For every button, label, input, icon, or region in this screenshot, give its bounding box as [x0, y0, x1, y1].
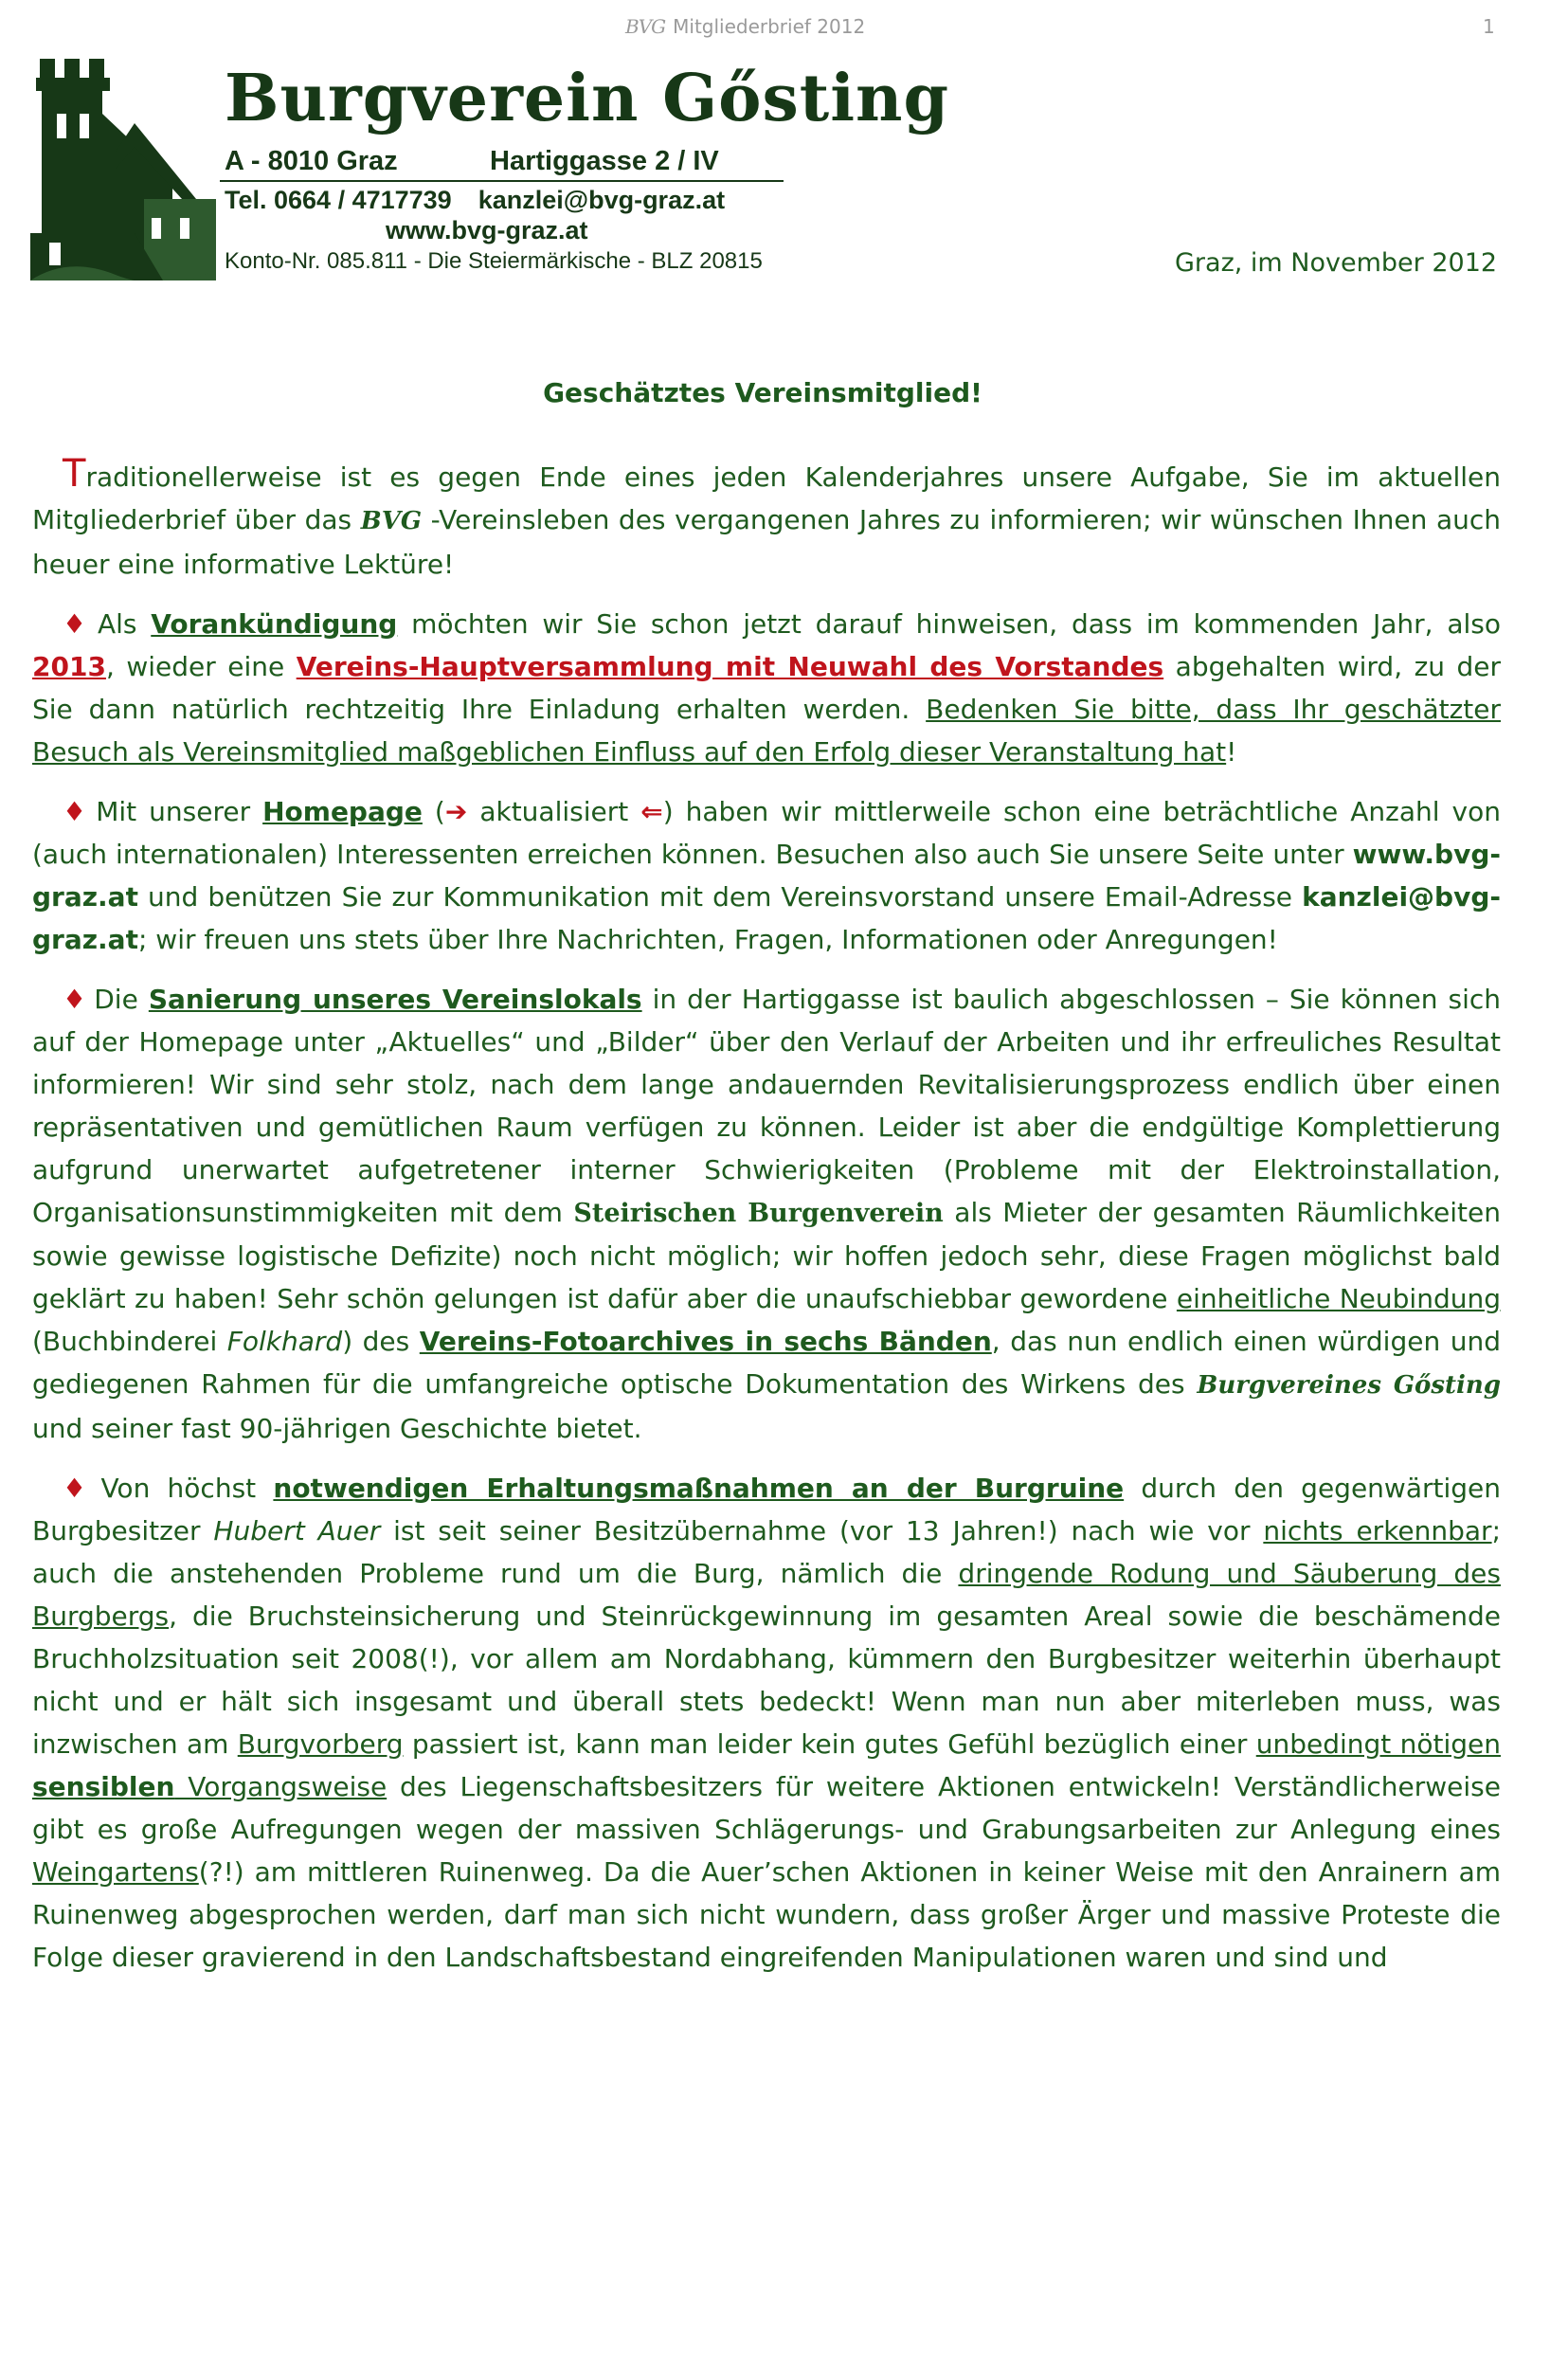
paragraph-homepage: ♦ Mit unserer Homepage (➔ aktualisiert ⇐) haben wir mittlerweile schon eine beträchtliche Anzahl von (auch internationalen) Interessenten erreichen können. Besuchen also auch Sie unsere Seite unter www.bvg-graz.at und benützen Sie zur Kommunikation mit dem Vereinsvorstand unsere Email-Adresse kanzlei@bvg-graz.at; wir freuen uns stets über Ihre Nachrichten, Fragen, Informationen oder Anregungen!: [32, 796, 1501, 955]
page-number: 1: [1483, 15, 1495, 38]
website-link[interactable]: www.bvg-graz.at: [32, 839, 1501, 913]
logo-name: Burgverein Gősting: [225, 61, 950, 136]
bookbinder-name: Folkhard: [226, 1326, 343, 1357]
paragraph-renovation: ♦ Die Sanierung unseres Vereinslokals in der Hartiggasse ist baulich abgeschlossen – Sie können sich auf der Homepage unter „Aktuelles“ und „Bilder“ über den Verlauf der Arbeiten und ihr erfreuliches Resultat informieren! Wir sind sehr stolz, nach dem lange andauernden Revitalisierungsprozess endlich über einen repräsentativen und gemütlichen Raum verfügen zu können. Leider ist aber die endgültige Komplettierung aufgrund unerwartet aufgetretener interner Schwierigkeiten (Probleme mit der Elektroinstallation, Organisationsunstimmigkeiten mit dem Steirischen Burgenverein als Mieter der gesamten Räumlichkeiten sowie gewisse logistische Defizite) noch nicht möglich; wir hoffen jedoch sehr, diese Fragen möglichst bald geklärt zu haben! Sehr schön gelungen ist dafür aber die unaufschiebbar gewordene einheitliche Neubindung (Buchbinderei Folkhard) des Vereins-Fotoarchives in sechs Bänden, das nun endlich einen würdigen und gediegenen Rahmen für die umfangreiche optische Dokumentation des Wirkens des Burgvereines Gősting und seiner fast 90-jährigen Geschichte bietet.: [32, 984, 1502, 1444]
keyword-burgenverein: Steirischen Burgenverein: [573, 1199, 944, 1228]
dateline: Graz, im November 2012: [1175, 248, 1498, 278]
paragraph-announcement: ♦ Als Vorankündigung möchten wir Sie schon jetzt darauf hinweisen, dass im kommenden Jahr, also 2013, wieder eine Vereins-Hauptversammlung mit Neuwahl des Vorstandes abgehalten wird, zu der Sie dann natürlich rechtzeitig Ihre Einladung erhalten werden. Bedenken Sie bitte, dass Ihr geschätzter Besuch als Vereinsmitglied maßgeblichen Einfluss auf den Erfolg dieser Veranstaltung hat!: [32, 608, 1502, 768]
logo-website: www.bvg-graz.at: [386, 216, 588, 244]
keyword-burgverein: Burgvereines Gősting: [1197, 1371, 1501, 1400]
keyword-renovation: Sanierung unseres Vereinslokals: [148, 984, 642, 1015]
logo-account: Konto-Nr. 085.811 - Die Steiermärkische - BLZ 20815: [225, 248, 763, 274]
letterhead-logo: [30, 57, 950, 280]
paragraph-intro: Traditionellerweise ist es gegen Ende eines jeden Kalenderjahres unsere Aufgabe, Sie im aktuellen Mitgliederbrief über das BVG -Vereinsleben des vergangenen Jahres zu informieren; wir wünschen Ihnen auch heuer eine informative Lektüre!: [32, 452, 1501, 580]
email-link[interactable]: kanzlei@bvg-graz.at: [32, 881, 1501, 955]
logo-address: A - 8010 Graz Hartiggasse 2 / IV: [225, 146, 719, 176]
paragraph-ruin: ♦ Von höchst notwendigen Erhaltungsmaßnahmen an der Burgruine durch den gegenwärtigen Burgbesitzer Hubert Auer ist seit seiner Besitzübernahme (vor 13 Jahren!) nach wie vor nichts erkennbar; auch die anstehenden Probleme rund um die Burg, nämlich die dringende Rodung und Säuberung des Burgbergs, die Bruchsteinsicherung und Steinrückgewinnung im gesamten Areal sowie die beschämende Bruchholzsituation seit 2008(!), vor allem am Nordabhang, kümmern den Burgbesitzer weiterhin überhaupt nicht und er hält sich insgesamt und überall stets bedeckt! Wenn man nun aber miterleben muss, was inzwischen am Burgvorberg passiert ist, kann man leider kein gutes Gefühl bezüglich einer unbedingt nötigen sensiblen Vorgangsweise des Liegenschaftsbesitzers für weitere Aktionen entwickeln! Verständlicherweise gibt es große Aufregungen wegen der massiven Schlägerungs- und Grabungsarbeiten zur Anlegung eines Weingartens(?!) am mittleren Ruinenweg. Da die Auer’schen Aktionen in keiner Weise mit den Anrainern am Ruinenweg abgesprochen werden, darf man sich nicht wundern, dass großer Ärger und massive Proteste die Folge dieser gravierend in den Landschaftsbestand eingreifenden Manipulationen waren und sind und: [32, 1473, 1502, 1973]
letter-body: [32, 453, 1501, 1996]
underlined-appeal: Bedenken Sie bitte, dass Ihr geschätzter Besuch als Vereinsmitglied maßgeblichen Einfluss auf den Erfolg dieser Veranstaltung hat: [32, 694, 1501, 768]
keyword-sensitive: sensiblen: [32, 1771, 175, 1802]
keyword-vorankuendigung: Vorankündigung: [151, 608, 398, 640]
keyword-photo-archive: Vereins-Fotoarchives in sechs Bänden: [419, 1326, 992, 1357]
underlined-clearing: dringende Rodung und Säuberung des Burgbergs: [32, 1558, 1501, 1632]
diamond-bullet-icon: ♦: [63, 608, 92, 640]
diamond-bullet-icon: ♦: [63, 796, 91, 827]
logo-rule: [220, 180, 784, 182]
diamond-bullet-icon: ♦: [63, 984, 89, 1015]
keyword-year: 2013: [32, 651, 106, 682]
bvg-mark: BVG: [360, 507, 423, 535]
owner-name: Hubert Auer: [213, 1515, 381, 1546]
underlined-necessary: unbedingt nötigen: [1255, 1728, 1502, 1760]
underlined-rebinding: einheitliche Neubindung: [1176, 1283, 1501, 1314]
bvg-mark: BVG: [625, 15, 666, 38]
underlined-burgvorberg: Burgvorberg: [237, 1728, 404, 1760]
keyword-homepage: Homepage: [262, 796, 423, 827]
arrow-left-icon: ⇐: [640, 796, 663, 827]
drop-cap: T: [63, 452, 86, 496]
salutation: Geschätztes Vereinsmitglied!: [543, 377, 982, 408]
castle-icon: [30, 57, 220, 280]
keyword-maintenance: notwendigen Erhaltungsmaßnahmen an der Burgruine: [273, 1473, 1125, 1504]
arrow-right-icon: ➔: [444, 796, 468, 827]
diamond-bullet-icon: ♦: [63, 1473, 96, 1504]
keyword-assembly: Vereins-Hauptversammlung mit Neuwahl des Vorstandes: [296, 651, 1164, 682]
logo-contact: Tel. 0664 / 4717739 kanzlei@bvg-graz.at: [225, 186, 726, 214]
underlined-vineyard: Weingartens: [32, 1856, 199, 1888]
underlined-nothing: nichts erkennbar: [1263, 1515, 1492, 1546]
running-head-title: BVG Mitgliederbrief 2012: [625, 15, 866, 38]
underlined-approach: Vorgangsweise: [174, 1771, 387, 1802]
